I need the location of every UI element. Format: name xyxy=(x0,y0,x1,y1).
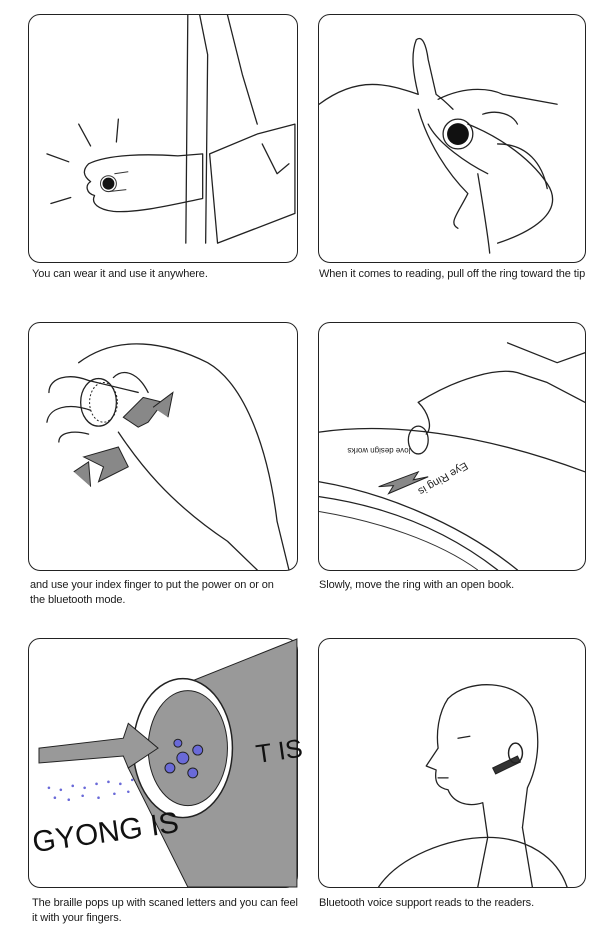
panel-1-caption: You can wear it and use it anywhere. xyxy=(32,268,208,280)
page-text-1: GYONG IS xyxy=(30,806,181,860)
book-text-2: Eye Ring is xyxy=(415,459,470,498)
panel-2-caption: When it comes to reading, pull off the ring toward the tip xyxy=(319,268,586,280)
book-text-1: love design works xyxy=(347,445,411,455)
illustration-power-button xyxy=(28,322,298,571)
hands-pulling-ring-drawing xyxy=(319,15,585,262)
braille-ring-closeup-drawing xyxy=(29,639,305,887)
illustration-read-book xyxy=(318,322,586,571)
illustration-braille xyxy=(28,638,305,888)
panel-3-caption: and use your index finger to put the power on or on the bluetooth mode. xyxy=(30,579,274,606)
panel-5-caption: The braille pops up with scaned letters and you can feel it with your fingers. xyxy=(32,897,298,924)
illustration-bluetooth-voice xyxy=(318,638,586,888)
finger-turning-ring-drawing xyxy=(29,323,297,570)
panel-4-caption: Slowly, move the ring with an open book. xyxy=(319,579,515,591)
illustration-pull-ring xyxy=(318,14,586,263)
panel-6-caption: Bluetooth voice support reads to the readers. xyxy=(319,897,535,909)
hand-moving-ring-on-book-drawing xyxy=(319,323,585,570)
illustration-wear-ring xyxy=(28,14,298,263)
hand-wearing-ring-drawing xyxy=(29,15,297,262)
page-text-2: T IS xyxy=(254,734,305,769)
man-with-earpiece-drawing xyxy=(319,639,585,887)
